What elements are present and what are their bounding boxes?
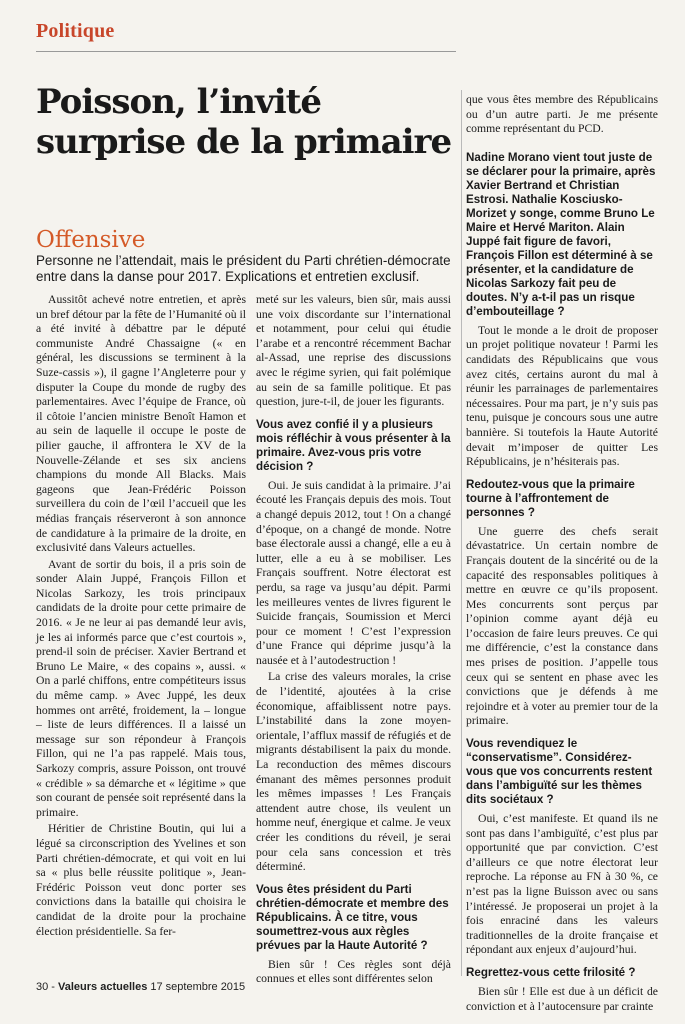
rubric-divider [36, 51, 456, 52]
magazine-name: Valeurs actuelles [58, 981, 148, 993]
interview-question: Nadine Morano vient tout juste de se déclarer pour la primaire, après Xavier Bertrand et Christian Estrosi. Nathalie Kosciusko-Morizet y songe, comme Bruno Le Maire et Hervé Mariton. Alain Juppé fait figure de favori, François Fillon est déterminé à se présenter, et la candidature de Nicolas Sarkozy fait peu de doutes. N’y a-t-il pas un risque d’embouteillage ? [466, 150, 656, 318]
paragraph: Héritier de Christine Boutin, qui lui a légué sa circonscription des Yvelines et son Parti chrétien-démocrate, et qui voit en lui sa « plus belle réussite politique », Jean-Frédéric Poisson veut donc porter ses convictions dans la bataille qui choisira le candidat de la droite pour la prochaine élection présidentielle. Sa fer- [36, 822, 246, 938]
interview-answer: Bien sûr ! Elle est due à un déficit de conviction et à l’autocensure par crainte [466, 984, 658, 1013]
paragraph: que vous êtes membre des Républicains ou d’un autre parti. Je me présente comme représentant du PCD. [466, 93, 658, 136]
article-column-1 [36, 293, 246, 974]
interview-question: Regrettez-vous cette frilosité ? [466, 965, 636, 979]
interview-question: Vous revendiquez le “conservatisme”. Considérez-vous que vos concurrents restent dans l’ambiguïté sur les thèmes dits sociétaux ? [466, 737, 653, 807]
section-rubric: Politique [36, 20, 115, 42]
interview-answer: Oui. Je suis candidat à la primaire. J’ai écouté les Français depuis des mois. Tout a changé depuis 2012, tout ! On a changé d’époque, on a changé de monde. Notre base électorale aussi a changé, elle a eu à lutter, elle a eu à se mobiliser. Les Français souffrent. Notre électorat est perdu, sa rage va jusqu’au dépit. Parmi les meilleures ventes de livres figurent le Suicide français, Soumission et Merci pour ce moment ! C’est l’expression d’une France qui déprime jusqu’à la nausée et à l’autodestruction ! [256, 478, 451, 667]
paragraph: Aussitôt achevé notre entretien, et après un bref détour par la fête de l’Humanité où il a été invité à débattre par le député communiste André Chassaigne (« en général, les discussions se terminent à la Suze-cassis »), il gagne l’Angleterre pour y disputer la Coupe du monde de rugby des parlementaires. Avec l’équipe de France, où il côtoie l’ancien ministre Benoît Hamon et au sein de laquelle il occupe le poste de pilier gauche, il affrontera le XV de la Nouvelle-Zélande et ses six anciens champions du monde All Blacks. Mais gageons que Jean-Frédéric Poisson surveillera du coin de l’œil l’accueil que les médias français réserveront à son annonce de candidature à la primaire de la droite, en exclusivité dans Valeurs actuelles. [36, 293, 246, 555]
page-number: 30 - [36, 981, 55, 993]
interview-answer: Bien sûr ! Ces règles sont déjà connues et elles sont différentes selon [256, 957, 451, 986]
interview-question: Redoutez-vous que la primaire tourne à l’affrontement de personnes ? [466, 477, 635, 519]
headline: Poisson, l’invité surprise de la primaire [36, 82, 452, 162]
article-column-2 [256, 293, 451, 986]
interview-answer: Oui, c’est manifeste. Et quand ils ne sont pas dans l’ambiguïté, c’est plus par opportunité que par conviction. C’est d’ailleurs ce que notre électorat leur reproche. La réponse au FN à 30 %, ce n’est pas la ligne Buisson avec ou sans l’intéressé. Je proposerai un projet à la fois enraciné dans les valeurs traditionnelles de la droite française et répondant aux enjeux d’aujourd’hui. [466, 812, 658, 957]
interview-answer: La crise des valeurs morales, la crise de l’identité, ajoutées à la crise économique, affaiblissent notre pays. L’instabilité dans la zone moyen-orientale, l’afflux massif de réfugiés et de migrants déstabilisent la paix du monde. La reconduction des mêmes discours émanant des mêmes personnes produit les mêmes impasses ! Les Français attendent autre chose, ils veulent un homme neuf, énergique et calme. Je veux créer les conditions du réveil, je serai pour cela sans concession et très déterminé. [256, 670, 451, 874]
paragraph: Avant de sortir du bois, il a pris soin de sonder Alain Juppé, François Fillon et Nicolas Sarkozy, les trois principaux candidats de la droite pour cette primaire de 2016. « Je ne leur ai pas demandé leur avis, je les ai informés parce que c’est courtois », prend-il soin de préciser. Xavier Bertrand et Bruno Le Maire, « des copains », aussi. « On a parlé chiffons, entre compétiteurs issus du même camp. » Avec Juppé, les deux hommes ont arrêté, froidement, la – longue – liste de leurs différences. Il a laissé un message sur son répondeur à François Fillon, qui ne l’a pas rappelé. Mais tous, Sarkozy compris, assure Poisson, ont trouvé « crédible » sa démarche et « légitime » que son courant de pensée soit représenté dans la primaire. [36, 557, 246, 819]
column-divider [461, 90, 462, 976]
interview-question: Vous êtes président du Parti chrétien-démocrate et membre des Républicains. À ce titre, vous soumettrez-vous aux règles prévues par la Haute Autorité ? [256, 882, 449, 952]
interview-answer: Une guerre des chefs serait dévastatrice. Un certain nombre de Français doutent de la sincérité ou de la capacité des responsables politiques à mettre en œuvre ce qu’ils proposent. Mes concurrents sont perçus par l’opinion comme ayant déjà eu l’occasion de faire leurs preuves. Ce qui me différencie, c’est la constance dans mes prises de position. J’appelle tous ceux qui se sentent en phase avec les convictions que je défends à me rejoindre et à voter au premier tour de la primaire. [466, 524, 658, 728]
standfirst: Personne ne l’attendait, mais le président du Parti chrétien-démocrate entre dans la danse pour 2017. Explications et entretien exclusif. [36, 253, 451, 284]
interview-answer: Tout le monde a le droit de proposer un projet politique novateur ! Parmi les candidats des Républicains que vous avez cités, certains auront du mal à réunir les parrainages de parlementaires nécessaires. Pour ma part, je n’y suis pas tenu, puisque je concours sous une autre bannière. Si toutefois la Haute Autorité devait m’imposer de quitter Les Républicains, je n’hésiterais pas. [466, 323, 658, 469]
paragraph: meté sur les valeurs, bien sûr, mais aussi une voix discordante sur l’international et notamment, pour celui qui étudie l’arabe et a rencontré récemment Bachar al-Assad, une reprise des discussions avec le régime syrien, qui fait polémique au sein de sa famille politique. Et pas question, jure-t-il, de jouer les figurants. [256, 293, 451, 409]
kicker: Offensive [36, 227, 146, 253]
issue-date: 17 septembre 2015 [150, 981, 246, 993]
page-footer [36, 981, 245, 993]
interview-question: Vous avez confié il y a plusieurs mois réfléchir à vous présenter à la primaire. Avez-vous pris votre décision ? [256, 417, 451, 473]
article-column-3 [466, 93, 658, 1013]
